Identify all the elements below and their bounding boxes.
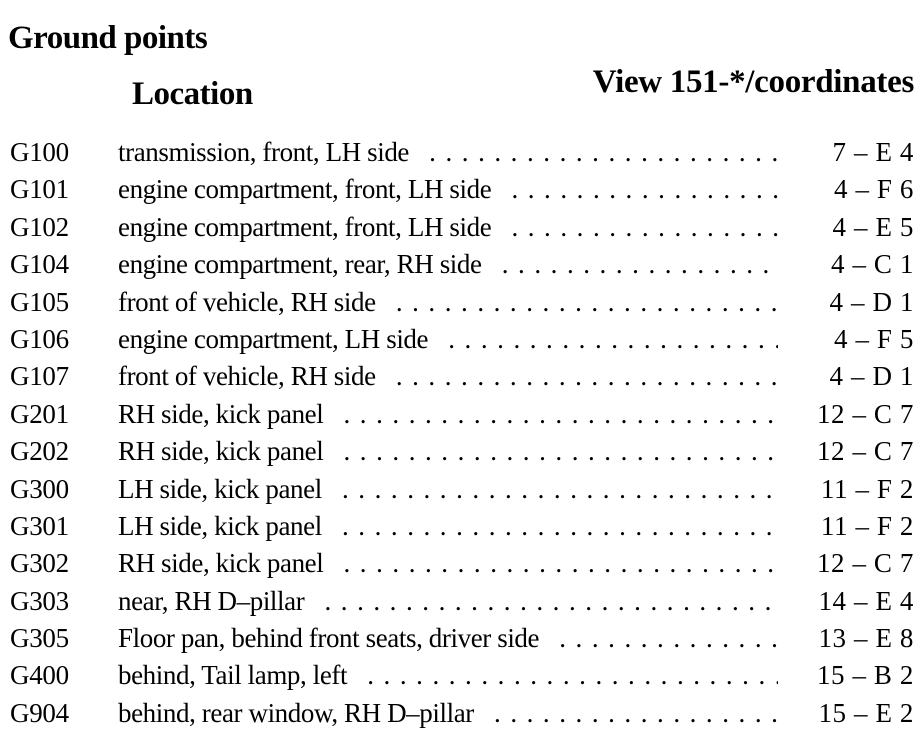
ground-point-code: G100 <box>10 137 69 167</box>
ground-point-coordinates: 4 – E 5 <box>832 211 914 242</box>
ground-point-row <box>0 246 924 283</box>
page-title: Ground points <box>8 20 208 56</box>
ground-point-row <box>0 433 924 470</box>
ground-point-code: G104 <box>10 249 69 280</box>
ground-point-code: G302 <box>10 548 69 579</box>
ground-point-coordinates: 4 – C 1 <box>831 249 914 280</box>
ground-point-row <box>0 171 924 208</box>
ground-point-code: G305 <box>10 623 69 654</box>
ground-point-row <box>0 545 924 582</box>
ground-point-coordinates: 4 – D 1 <box>829 361 914 392</box>
ground-point-location: engine compartment, rear, RH side . . . <box>118 246 778 283</box>
ground-point-coordinates: 4 – F 5 <box>834 323 914 354</box>
ground-point-coordinates: 4 – F 6 <box>834 174 914 205</box>
ground-point-coordinates: 11 – F 2 <box>820 473 914 504</box>
ground-point-coordinates: 14 – E 4 <box>818 585 914 616</box>
ground-point-location: transmission, front, LH side . . . <box>118 134 778 171</box>
ground-point-location: engine compartment, front, LH side . . . <box>118 171 778 208</box>
ground-point-row <box>0 471 924 508</box>
ground-point-location: Floor pan, behind front seats, driver side . . . <box>118 620 778 657</box>
ground-point-location: engine compartment, front, LH side . . . <box>118 209 778 246</box>
ground-point-location: LH side, kick panel . . . <box>118 508 778 545</box>
ground-point-location: near, RH D–pillar . . . <box>118 583 778 620</box>
ground-point-code: G300 <box>10 473 69 504</box>
ground-point-location: engine compartment, LH side . . . <box>118 321 778 358</box>
ground-point-row <box>0 695 924 732</box>
ground-point-coordinates: 15 – B 2 <box>816 660 914 691</box>
ground-point-location: front of vehicle, RH side . . . <box>118 358 778 395</box>
ground-point-location: behind, rear window, RH D–pillar . . . <box>118 695 778 732</box>
ground-point-coordinates: 12 – C 7 <box>816 548 914 579</box>
view-coordinates-column-header: View 151-*/coordinates <box>592 64 914 100</box>
ground-point-location: LH side, kick panel . . . <box>118 471 778 508</box>
ground-point-code: G107 <box>10 361 69 392</box>
location-column-header: Location <box>132 76 253 112</box>
ground-point-coordinates: 12 – C 7 <box>816 436 914 467</box>
ground-point-coordinates: 13 – E 8 <box>818 623 914 654</box>
ground-point-row <box>0 209 924 246</box>
ground-point-row <box>0 321 924 358</box>
ground-point-location: RH side, kick panel . . . <box>118 396 778 433</box>
ground-point-coordinates: 7 – E 4 <box>832 137 914 167</box>
ground-point-code: G101 <box>10 174 69 205</box>
ground-point-coordinates: 12 – C 7 <box>816 398 914 429</box>
ground-point-row <box>0 657 924 694</box>
ground-point-row <box>0 284 924 321</box>
ground-point-row <box>0 358 924 395</box>
ground-point-code: G303 <box>10 585 69 616</box>
ground-point-row <box>0 134 924 171</box>
ground-point-location: RH side, kick panel . . . <box>118 433 778 470</box>
ground-point-location: front of vehicle, RH side . . . <box>118 284 778 321</box>
ground-point-code: G400 <box>10 660 69 691</box>
ground-point-row <box>0 396 924 433</box>
ground-point-row <box>0 620 924 657</box>
ground-point-coordinates: 11 – F 2 <box>820 510 914 541</box>
ground-point-code: G105 <box>10 286 69 317</box>
ground-point-coordinates: 4 – D 1 <box>829 286 914 317</box>
ground-point-code: G904 <box>10 697 69 728</box>
ground-point-code: G301 <box>10 510 69 541</box>
ground-points-list <box>0 134 924 732</box>
ground-point-code: G106 <box>10 323 69 354</box>
ground-point-code: G102 <box>10 211 69 242</box>
ground-point-row <box>0 508 924 545</box>
ground-point-code: G201 <box>10 398 69 429</box>
ground-point-location: RH side, kick panel . . . <box>118 545 778 582</box>
ground-point-row <box>0 583 924 620</box>
ground-point-coordinates: 15 – E 2 <box>818 697 914 728</box>
ground-point-location: behind, Tail lamp, left . . . <box>118 657 778 694</box>
ground-point-code: G202 <box>10 436 69 467</box>
